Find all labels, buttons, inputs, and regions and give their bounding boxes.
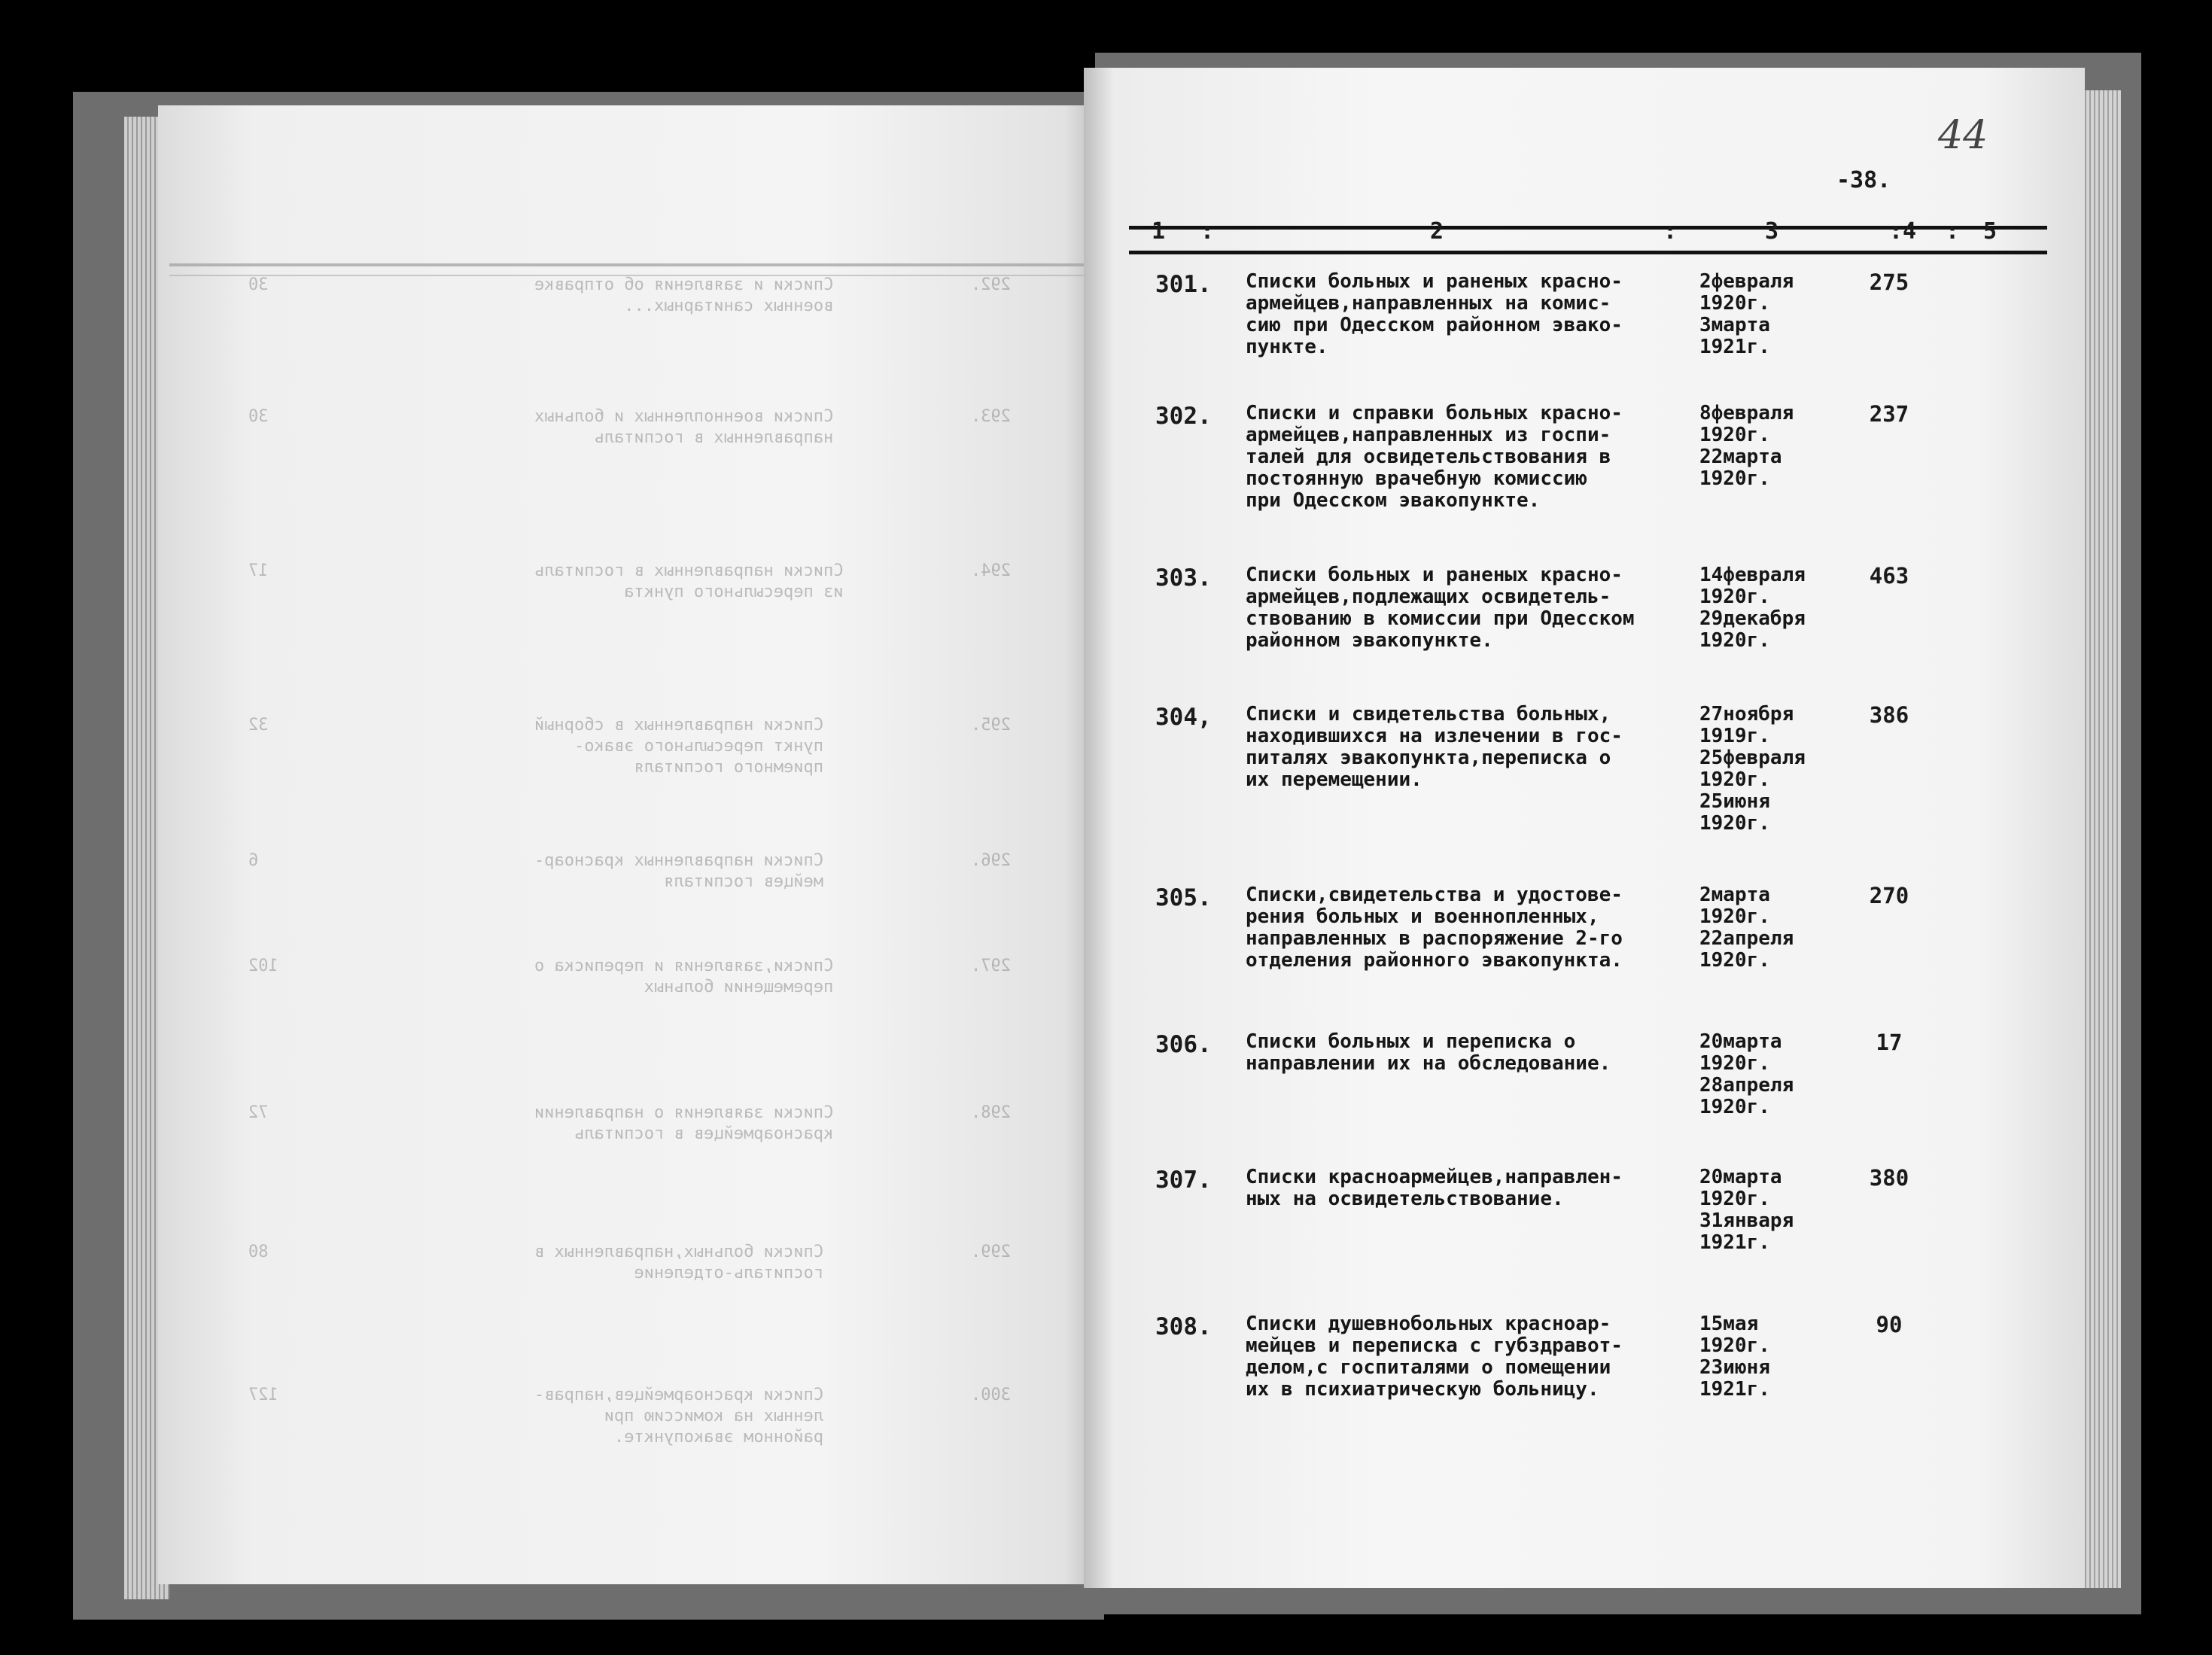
entry-description: Списки и свидетельства больных, находившихся на излечении в гос- питалях эвакопункта,переписка о их перемещении. xyxy=(1246,703,1623,791)
col-2-label: 2 xyxy=(1430,218,1444,245)
ghost-entry-number: 292. xyxy=(971,275,1011,294)
entry-dates: 15мая 1920г. 23июня 1921г. xyxy=(1699,1313,1770,1401)
entry-count: 90 xyxy=(1876,1312,1903,1337)
entry-description: Списки больных и переписка о направлении их на обследование. xyxy=(1246,1030,1611,1075)
entry-dates: 20марта 1920г. 31января 1921г. xyxy=(1699,1166,1794,1254)
entry-dates: 2марта 1920г. 22апреля 1920г. xyxy=(1699,884,1794,972)
ghost-entry-text: Списки больных,направленных в госпиталь-отделение xyxy=(534,1243,824,1282)
entry-description: Списки больных и раненых красно- армейцев,направленных на комис- сию при Одесском районном эвако- пункте. xyxy=(1246,270,1623,358)
entry-description: Списки красноармейцев,направлен- ных на освидетельствование. xyxy=(1246,1166,1623,1210)
ghost-entry-number: 296. xyxy=(971,851,1011,870)
ghost-entry-text: Списки военнопленных и больных направленных в госпиталь xyxy=(534,407,834,447)
column-header-row xyxy=(1129,218,2047,248)
entry-description: Списки и справки больных красно- армейцев,направленных из госпи- талей для освидетельствования в постоянную врачебную комиссию при Одесском эвакопункте. xyxy=(1246,402,1623,512)
header-rule-bottom xyxy=(1129,251,2047,254)
ghost-entry-number: 298. xyxy=(971,1103,1011,1122)
entry-number: 305. xyxy=(1155,884,1212,911)
entry-number: 302. xyxy=(1155,403,1212,430)
ghost-entry-count: 32 xyxy=(248,716,269,735)
entry-dates: 20марта 1920г. 28апреля 1920г. xyxy=(1699,1030,1794,1118)
entry-description: Списки душевнобольных красноар- мейцев и переписка с губздравот- делом,с госпиталями о помещении их в психиатрическую больницу. xyxy=(1246,1313,1623,1401)
ghost-entry-text: Списки направленных в сборный пункт пересыльного эвако- приемного госпиталя xyxy=(534,716,824,777)
entry-count: 17 xyxy=(1876,1030,1903,1055)
entry-number: 304, xyxy=(1155,704,1212,731)
ghost-entry-text: Списки направленных в госпиталь из пересыльного пункта xyxy=(534,561,844,601)
col-1-label: 1 xyxy=(1152,218,1166,245)
ghost-entry-number: 293. xyxy=(971,407,1011,426)
ghost-entry-count: 102 xyxy=(248,957,278,975)
entry-number: 307. xyxy=(1155,1167,1212,1194)
entry-number: 303. xyxy=(1155,564,1212,592)
col-4-label: :4 xyxy=(1889,218,1917,245)
ghost-entry-number: 295. xyxy=(971,716,1011,735)
folio-number: 44 xyxy=(1938,113,1988,158)
ghost-entry-count: 80 xyxy=(248,1243,269,1261)
entry-description: Списки,свидетельства и удостове- рения больных и военнопленных, направленных в распоряжение 2-го отделения районного эвакопункта. xyxy=(1246,884,1623,972)
entry-count: 380 xyxy=(1869,1165,1909,1191)
right-page xyxy=(1084,68,2085,1588)
entry-number: 308. xyxy=(1155,1313,1212,1340)
entry-count: 237 xyxy=(1869,401,1909,427)
entry-dates: 27ноября 1919г. 25февраля 1920г. 25июня 1920г. xyxy=(1699,703,1806,835)
entry-dates: 14февраля 1920г. 29декабря 1920г. xyxy=(1699,564,1806,652)
ghost-entry-count: 6 xyxy=(248,851,259,870)
ghost-entry-count: 17 xyxy=(248,561,269,580)
col-sep-1: : xyxy=(1200,218,1215,245)
ghost-entry-number: 294. xyxy=(971,561,1011,580)
col-sep-2: : xyxy=(1663,218,1678,245)
ghost-entry-text: Списки красноармейцев,направ- ленных на комиссию при районном эвакопункте. xyxy=(534,1386,824,1447)
entry-description: Списки больных и раненых красно- армейцев,подлежащих освидетель- ствованию в комиссии при Одесском районном эвакопункте. xyxy=(1246,564,1635,652)
ghost-entry-count: 127 xyxy=(248,1386,278,1404)
ghost-entry-number: 299. xyxy=(971,1243,1011,1261)
col-sep-3: : xyxy=(1946,218,1960,245)
entry-number: 306. xyxy=(1155,1031,1212,1058)
ghost-entry-count: 30 xyxy=(248,407,269,426)
entry-count: 463 xyxy=(1869,563,1909,589)
col-5-label: 5 xyxy=(1983,218,1997,245)
ghost-entry-text: Списки и заявления об отправке военных санитарных... xyxy=(534,275,834,315)
ghost-entry-number: 300. xyxy=(971,1386,1011,1404)
entry-number: 301. xyxy=(1155,271,1212,298)
ghost-entry-count: 72 xyxy=(248,1103,269,1122)
entry-count: 386 xyxy=(1869,702,1909,728)
entry-dates: 2февраля 1920г. 3марта 1921г. xyxy=(1699,270,1794,358)
ghost-entry-text: Списки,заявления и переписка о перемещении больных xyxy=(534,957,834,996)
entry-dates: 8февраля 1920г. 22марта 1920г. xyxy=(1699,402,1794,490)
left-page xyxy=(158,105,1103,1584)
ghost-entry-text: Списки направленных красноар- мейцев госпиталя xyxy=(534,851,824,891)
col-3-label: 3 xyxy=(1765,218,1779,245)
ghost-entry-number: 297. xyxy=(971,957,1011,975)
ghost-entry-text: Списки заявления о направлении красноармейцев в госпиталь xyxy=(534,1103,834,1143)
entry-count: 275 xyxy=(1869,269,1909,295)
left-page-rule xyxy=(169,263,1103,266)
ghost-entry-count: 30 xyxy=(248,275,269,294)
entry-count: 270 xyxy=(1869,883,1909,908)
page-number: -38. xyxy=(1836,167,1891,193)
